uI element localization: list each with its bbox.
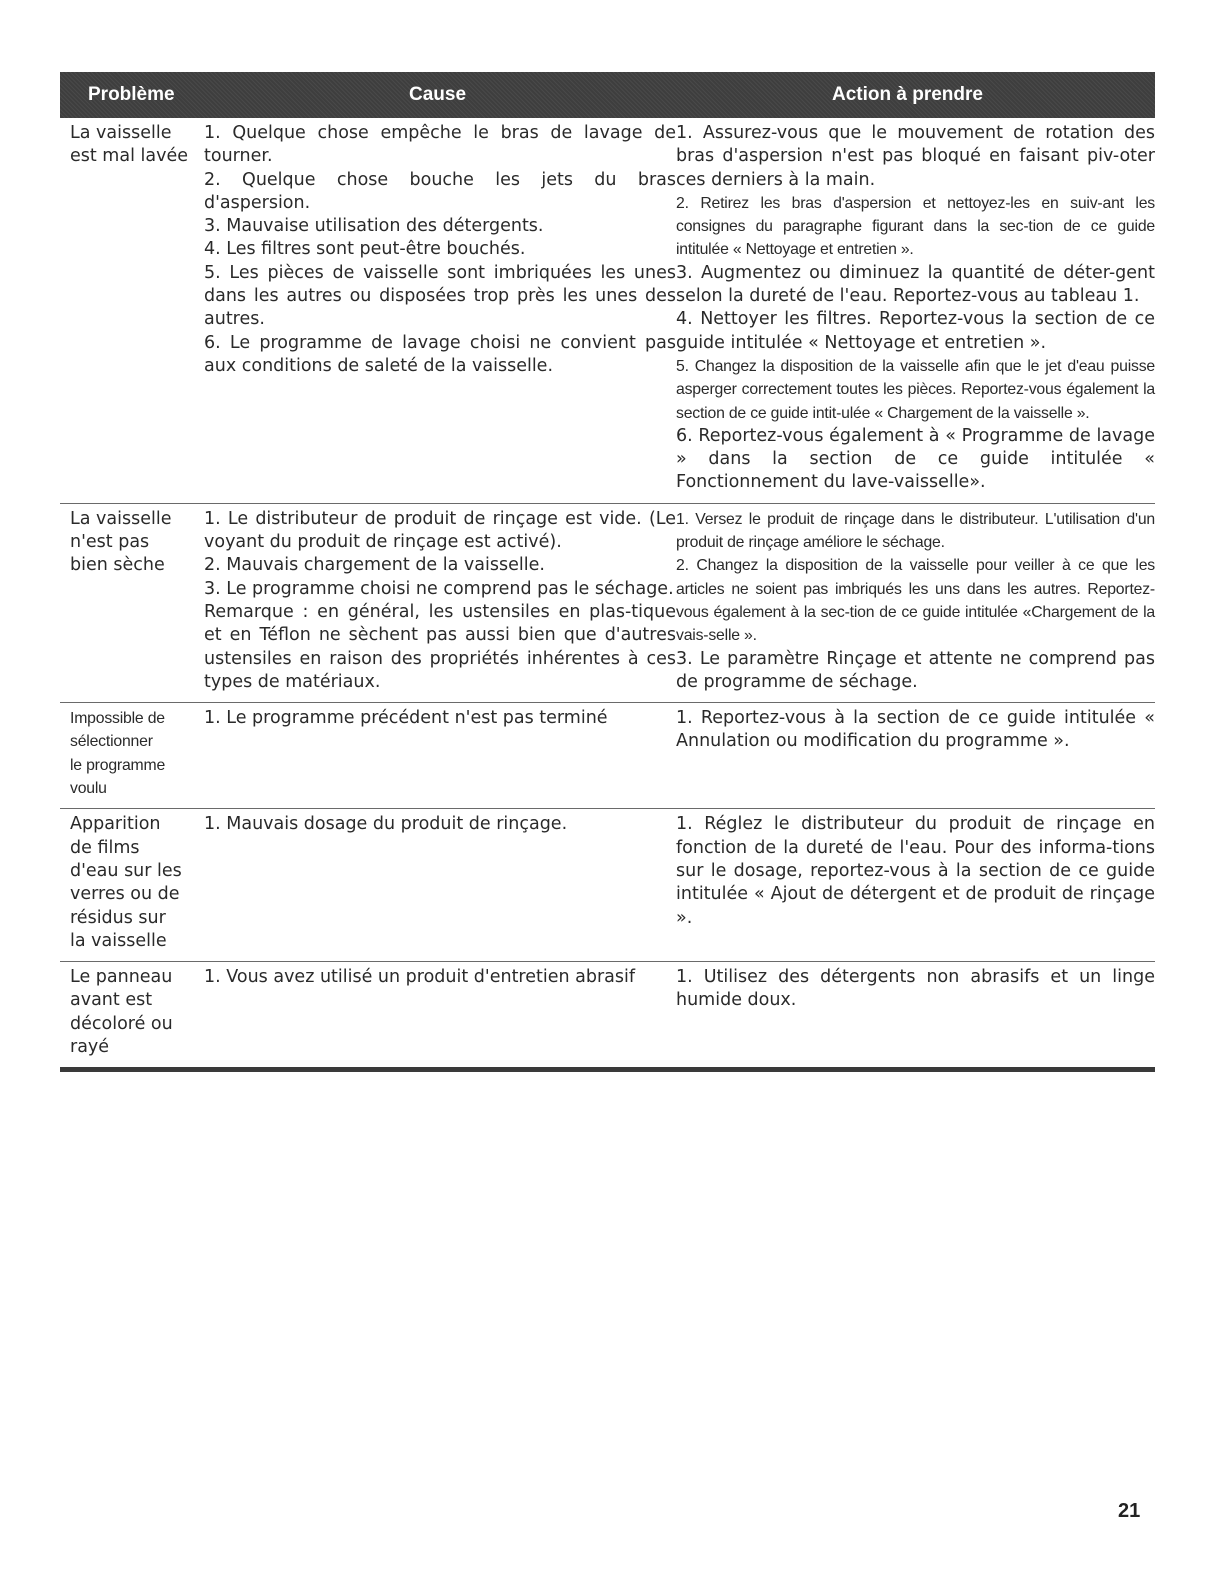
header-probleme: Problème (88, 84, 175, 105)
probleme-cell (60, 813, 204, 953)
cause-item: 3. Le programme choisi ne comprend pas le séchage. (204, 578, 674, 599)
cause-item: 1. Quelque chose empêche le bras de lavage de tourner. (204, 123, 676, 167)
action-cell (676, 508, 1155, 694)
probleme-line: verres ou de (70, 884, 180, 905)
action-item: 3. Le paramètre Rinçage et attente ne comprend pas de programme de séchage. (676, 648, 1155, 692)
troubleshooting-table (60, 72, 1155, 1072)
probleme-cell (60, 966, 204, 1059)
probleme-line: La vaisselle (70, 123, 172, 143)
cause-item: 4. Les filtres sont peut-être bouchés. (204, 239, 526, 260)
action-item: 1. Reportez-vous à la section de ce guide intitulée « Annulation ou modification du programme ». (676, 708, 1155, 752)
probleme-line: rayé (70, 1036, 110, 1057)
table-header (60, 72, 1155, 118)
cause-cell (204, 707, 676, 800)
cause-note: Remarque : en général, les ustensiles en plas-tique et en Téflon ne sèchent pas aussi bien que d'autres ustensiles en raison des propriétés inhérentes à ces types de matériaux. (204, 601, 676, 692)
action-cell (676, 966, 1155, 1059)
probleme-line: Le panneau (70, 967, 173, 988)
cause-item: 2. Quelque chose bouche les jets du bras d'aspersion. (204, 169, 676, 213)
cause-item: 1. Mauvais dosage du produit de rinçage. (204, 814, 568, 835)
table-row (60, 962, 1155, 1072)
table-row (60, 118, 1155, 504)
action-item: 1. Réglez le distributeur du produit de rinçage en fonction de la dureté de l'eau. Pour des informa-tions sur le dosage, reportez-vous à la section de ce guide intitulée « Ajout de détergent et de produit de rinçage ». (676, 814, 1155, 928)
cause-item: 1. Vous avez utilisé un produit d'entretien abrasif (204, 967, 636, 988)
action-item: 4. Nettoyer les filtres. Reportez-vous la section de ce guide intitulée « Nettoyage et entretien ». (676, 309, 1155, 353)
probleme-line: bien sèche (70, 555, 165, 576)
action-item: 6. Reportez-vous également à « Programme de lavage » dans la section de ce guide intitulée « Fonctionnement du lave-vaisselle». (676, 425, 1155, 493)
probleme-line: résidus sur (70, 907, 166, 928)
action-item: 3. Augmentez ou diminuez la quantité de déter-gent selon la dureté de l'eau. Reportez-vous au tableau 1. (676, 262, 1155, 307)
header-cause: Cause (409, 84, 467, 105)
cause-cell (204, 122, 676, 495)
cause-cell (204, 508, 676, 694)
action-cell (676, 813, 1155, 953)
probleme-line: Impossible de (70, 710, 165, 728)
action-cell (676, 707, 1155, 800)
table-row (60, 703, 1155, 809)
page-number: 21 (1118, 1500, 1141, 1522)
probleme-line: voulu (70, 780, 107, 798)
probleme-line: décoloré ou (70, 1013, 173, 1034)
cause-cell (204, 966, 676, 1059)
action-item: 1. Utilisez des détergents non abrasifs et un linge humide doux. (676, 967, 1155, 1011)
action-item: 1. Assurez-vous que le mouvement de rotation des bras d'aspersion n'est pas bloqué en faisant piv-oter ces derniers à la main. (676, 123, 1155, 190)
probleme-line: le programme (70, 756, 166, 774)
probleme-line: sélectionner (70, 733, 153, 751)
table-row (60, 809, 1155, 962)
action-item: 5. Changez la disposition de la vaisselle afin que le jet d'eau puisse asperger correctement toutes les pièces. Reportez-vous également la section de ce guide intit-ulée « Chargement de la vaisselle ». (676, 357, 1155, 422)
probleme-cell (60, 122, 204, 495)
cause-item: 2. Mauvais chargement de la vaisselle. (204, 555, 545, 576)
action-item: 2. Changez la disposition de la vaisselle pour veiller à ce que les articles ne soient pas imbriqués les uns dans les autres. Reportez-vous également à la sec-tion de ce guide intitulée «Chargement de la vais-selle ». (676, 557, 1155, 645)
cause-cell (204, 813, 676, 953)
action-item: 1. Versez le produit de rinçage dans le distributeur. L'utilisation d'un produit de rinçage améliore le séchage. (676, 510, 1155, 552)
probleme-line: La vaisselle (70, 508, 172, 529)
probleme-cell (60, 707, 204, 800)
probleme-line: n'est pas (70, 532, 150, 553)
probleme-line: de films (70, 837, 140, 858)
action-cell (676, 122, 1155, 495)
cause-item: 1. Le programme précédent n'est pas terminé (204, 708, 608, 729)
cause-item: 6. Le programme de lavage choisi ne convient pas aux conditions de saleté de la vaisselle. (204, 332, 676, 376)
cause-item: 3. Mauvaise utilisation des détergents. (204, 216, 544, 237)
header-action: Action à prendre (832, 84, 983, 105)
probleme-cell (60, 508, 204, 694)
probleme-line: la vaisselle (70, 930, 167, 951)
probleme-line: avant est (70, 990, 153, 1011)
action-item: 2. Retirez les bras d'aspersion et nettoyez-les en suiv-ant les consignes du paragraphe figurant dans la sec-tion de ce guide intitulée « Nettoyage et entretien ». (676, 194, 1155, 259)
cause-item: 1. Le distributeur de produit de rinçage est vide. (Le voyant du produit de rinçage est activé). (204, 508, 676, 553)
table-row (60, 504, 1155, 703)
probleme-line: est mal lavée (70, 146, 188, 167)
probleme-line: Apparition (70, 814, 161, 835)
probleme-line: d'eau sur les (70, 860, 182, 881)
cause-item: 5. Les pièces de vaisselle sont imbriquées les unes dans les autres ou disposées trop près les unes des autres. (204, 262, 676, 330)
